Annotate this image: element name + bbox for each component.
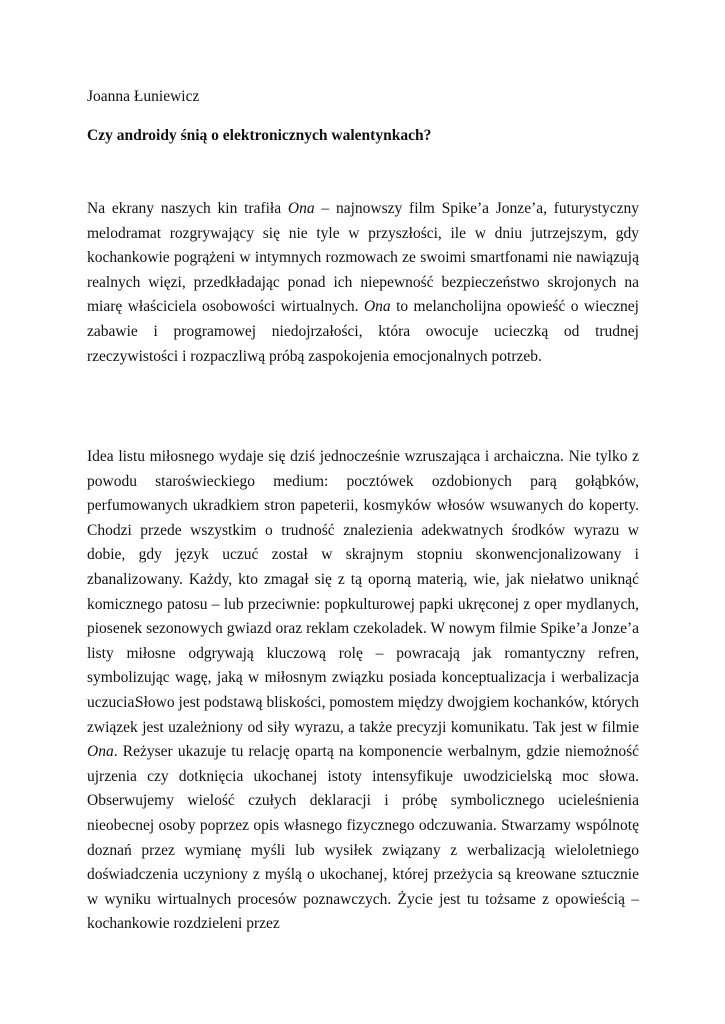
- paragraph-word-closeness: [87, 691, 639, 937]
- paragraph-intro-text-3: to melancholijna opowieść o wiecznej zabawie i programowej niedojrzałości, która owocuje ucieczką od trudnej rzeczywistości i rozpaczliwą próbą zaspokojenia emocjonalnych potrzeb.: [87, 298, 639, 365]
- film-title-italic: Ona: [363, 298, 391, 316]
- author-name: Joanna Łuniewicz: [87, 88, 200, 105]
- paragraph-intro-text-2: – najnowszy film Spike’a Jonze’a, futurystyczny melodramat rozgrywający się nie tyle w przyszłości, ile w dniu jutrzejszym, gdy kochankowie pogrążeni w intymnych rozmowach ze swoimi smartfonami nie nawiązują realnych więzi, przedkładając ponad ich niepewność bezpieczeństwo skrojonych na miarę właściciela osobowości wirtualnych.: [87, 200, 640, 316]
- paragraph-intro-text-1: Na ekrany naszych kin trafiła: [87, 200, 288, 217]
- article-title: Czy androidy śnią o elektronicznych walentynkach?: [87, 127, 432, 144]
- paragraph-love-letter: Idea listu miłosnego wydaje się dziś jednocześnie wzruszająca i archaiczna. Nie tylko z powodu staroświeckiego medium: pocztówek ozdobionych parą gołąbków, perfumowanych ukradkiem stron papeterii, kosmyków włosów wsuwanych do koperty. Chodzi przede wszystkim o trudność znalezienia adekwatnych środków wyrazu w dobie, gdy język uczuć został w skrajnym stopniu skonwencjonalizowany i zbanalizowany. Każdy, kto zmagał się z tą oporną materią, wie, jak niełatwo uniknąć komicznego patosu – lub przeciwnie: popkulturowej papki ukręconej z oper mydlanych, piosenek sezonowych gwiazd oraz reklam czekoladek. W nowym filmie Spike’a Jonze’a listy miłosne odgrywają kluczową rolę – powracają jak romantyczny refren, symbolizując wagę, jaką w miłosnym związku posiada konceptualizacja i werbalizacja uczucia.: [87, 448, 639, 711]
- paragraph-word-text-2: . Reżyser ukazuje tu relację opartą na komponencie werbalnym, gdzie niemożność ujrzenia czy dotknięcia ukochanej istoty intensyfikuje uwodzicielską moc słowa. Obserwujemy wielość czułych deklaracji i próbę symbolicznego ucieleśnienia nieobecnej osoby poprzez opis własnego fizycznego odczuwania. Stwarzamy wspólnotę doznań przez wymianę myśli lub wysiłek związany z werbalizacją wieloletniego doświadczenia uczyniony z myślą o ukochanej, której przeżycia są kreowane sztucznie w wyniku wirtualnych procesów poznawczych. Życie jest tu tożsame z opowieścią – kochankowie rozdzieleni przez: [87, 743, 639, 933]
- film-title-italic: Ona: [87, 743, 114, 761]
- film-title-italic: Ona: [287, 200, 315, 217]
- paragraph-intro: [87, 197, 639, 369]
- paragraph-word-text-1: Słowo jest podstawą bliskości, pomostem między dwojgiem kochanków, których związek jest uzależniony od siły wyrazu, a także precyzji komunikatu. Tak jest w filmie: [87, 694, 639, 736]
